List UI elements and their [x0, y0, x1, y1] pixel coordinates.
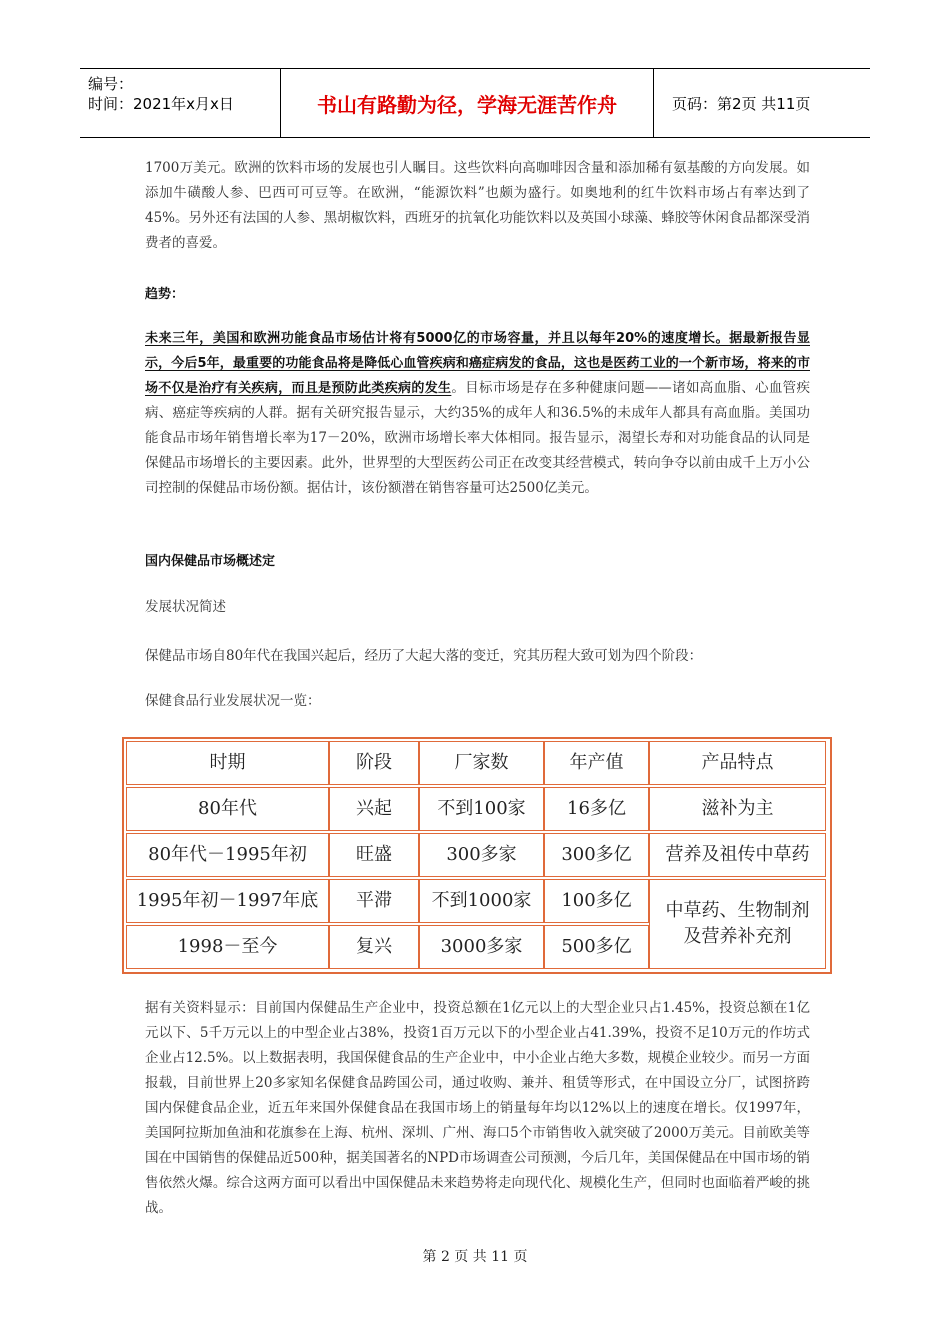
page-label-text: 页码：第2页 共11页 — [672, 94, 811, 113]
trend-bold-text: 未来三年，美国和欧洲功能食品市场估计将有5000亿的市场容量，并且以每年20%的速度增长。据最新报告显示，今后5年，最重要的功能食品将是降低心血管疾病和癌症病发的食品，这也是医药工业的一个新市场，将来的市场不仅是治疗有关疾病，而且是预防此类疾病的发生 — [145, 331, 810, 396]
page-header — [80, 68, 870, 138]
table-cell: 平滞 — [329, 879, 419, 923]
table-caption: 保健食品行业发展状况一览： — [145, 693, 321, 709]
table-cell: 兴起 — [329, 787, 419, 831]
table-cell: 1995年初－1997年底 — [126, 879, 329, 923]
paragraph-europe-drinks: 1700万美元。欧洲的饮料市场的发展也引人瞩目。这些饮料向高咖啡因含量和添加稀有氨基酸的方向发展。如添加牛磺酸人参、巴西可可豆等。在欧洲，“能源饮料”也颇为盛行。如奥地利的红牛饮料市场占有率达到了45%。另外还有法国的人参、黑胡椒饮料，西班牙的抗氧化功能饮料以及英国小球藻、蜂胶等休闲食品都深受消费者的喜爱。 — [145, 160, 810, 251]
table-cell: 100多亿 — [544, 879, 649, 923]
table-cell: 营养及祖传中草药 — [649, 833, 826, 877]
trend-rest-text: 。目标市场是存在多种健康问题——诸如高血脂、心血管疾病、癌症等疾病的人群。据有关研究报告显示，大约35%的成年人和36.5%的未成年人都具有高血脂。美国功能食品市场年销售增长率为17－20%，欧洲市场增长率大体相同。报告显示，渴望长寿和对功能食品的认同是保健品市场增长的主要因素。此外，世界型的大型医药公司正在改变其经营模式，转向争夺以前由成千上万小公司控制的保健品市场份额。据估计，该份额潜在销售容量可达2500亿美元。 — [145, 380, 810, 496]
table-cell-merged-features: 中草药、生物制剂及营养补充剂 — [649, 879, 826, 969]
table-cell: 1998－至今 — [126, 925, 329, 969]
table-cell: 滋补为主 — [649, 787, 826, 831]
development-heading: 发展状况简述 — [145, 599, 226, 615]
table-cell: 500多亿 — [544, 925, 649, 969]
page-footer: 第 2 页 共 11 页 — [422, 1249, 528, 1265]
stages-intro: 保健品市场自80年代在我国兴起后，经历了大起大落的变迁，究其历程大致可划为四个阶段： — [145, 648, 703, 664]
table-cell: 80年代－1995年初 — [126, 833, 329, 877]
table-header-period: 时期 — [126, 741, 329, 785]
table-cell: 不到100家 — [419, 787, 544, 831]
table-header-features: 产品特点 — [649, 741, 826, 785]
table-header-stage: 阶段 — [329, 741, 419, 785]
trend-heading: 趋势： — [145, 287, 185, 302]
paragraph-trend — [145, 326, 810, 501]
header-page-label — [664, 69, 870, 137]
paragraph-domestic-data: 据有关资料显示：目前国内保健品生产企业中，投资总额在1亿元以上的大型企业只占1.45%，投资总额在1亿元以下、5千万元以上的中型企业占38%，投资1百万元以下的小型企业占41.39%，投资不足10万元的作坊式企业占12.5%。以上数据表明，我国保健食品的生产企业中，中小企业占绝大多数，规模企业较少。而另一方面报载，目前世界上20多家知名保健食品跨国公司，通过收购、兼并、租赁等形式，在中国设立分厂，试图挤跨国内保健食品企业，近五年来国外保健食品在我国市场上的销量每年均以12%以上的速度在增长。仅1997年，美国阿拉斯加鱼油和花旗参在上海、杭州、深圳、广州、海口5个市销售收入就突破了2000万美元。目前欧美等国在中国销售的保健品近500种，据美国著名的NPD市场调查公司预测，今后几年，美国保健品在中国市场的销售依然火爆。综合这两方面可以看出中国保健品未来趋势将走向现代化、规模化生产，但同时也面临着严峻的挑战。 — [145, 1000, 810, 1216]
table-cell: 不到1000家 — [419, 879, 544, 923]
table-cell: 300多家 — [419, 833, 544, 877]
table-cell: 300多亿 — [544, 833, 649, 877]
table-cell: 旺盛 — [329, 833, 419, 877]
header-motto: 书山有路勤为径，学海无涯苦作舟 — [281, 69, 654, 137]
table-header-factories: 厂家数 — [419, 741, 544, 785]
number-label: 编号： — [88, 75, 134, 93]
domestic-heading: 国内保健品市场概述定 — [145, 554, 276, 569]
table-cell: 复兴 — [329, 925, 419, 969]
table-cell: 3000多家 — [419, 925, 544, 969]
time-label: 时间：2021年x月x日 — [88, 95, 234, 113]
table-cell: 16多亿 — [544, 787, 649, 831]
table-header-output: 年产值 — [544, 741, 649, 785]
header-meta — [80, 69, 281, 137]
development-table — [122, 737, 832, 974]
table-cell: 80年代 — [126, 787, 329, 831]
